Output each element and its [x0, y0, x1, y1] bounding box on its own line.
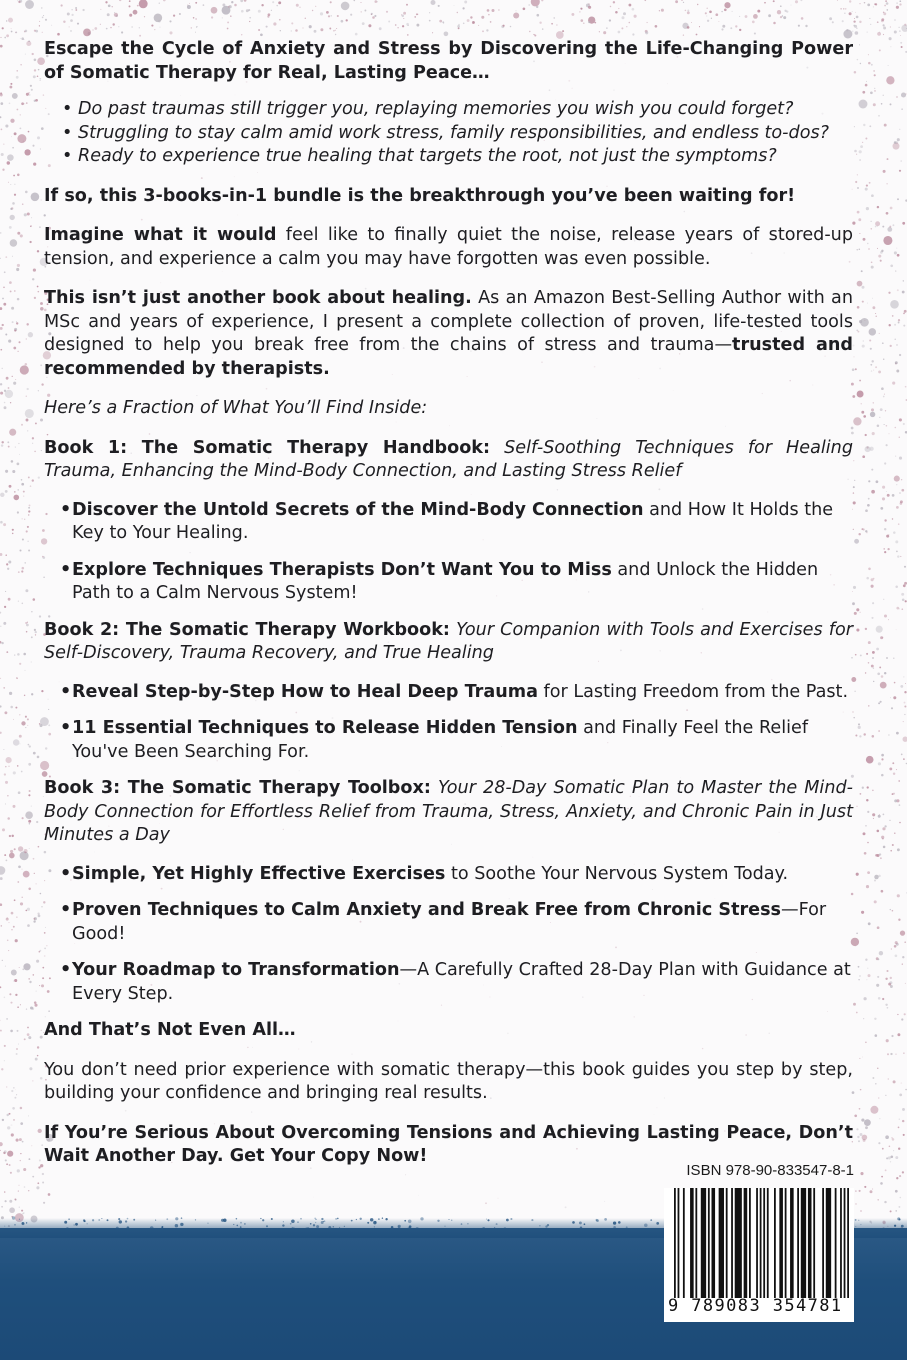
imagine-bold: Imagine what it would [44, 225, 277, 245]
book-title-bold: Book 1: The Somatic Therapy Handbook: [44, 437, 491, 458]
list-item [72, 559, 853, 606]
closing-call-to-action: If You’re Serious About Overcoming Tensions and Achieving Lasting Peace, Don’t Wait Another Day. Get Your Copy Now! [44, 1122, 853, 1166]
book-2-points [72, 681, 853, 765]
point-bold: Your Roadmap to Transformation [72, 960, 400, 980]
point-bold: Discover the Untold Secrets of the Mind-Body Connection [72, 499, 644, 520]
book-title-bold: Book 2: The Somatic Therapy Workbook: [44, 619, 450, 640]
book-subtitle: Your Companion with Tools and Exercises for Self-Discovery, Trauma Recovery, and True Healing [44, 619, 853, 663]
book-subtitle: Your 28-Day Somatic Plan to Master the Mind-Body Connection for Effortless Relief from Trauma, Stress, Anxiety, and Chronic Pain in Just Minutes a Day [44, 778, 853, 845]
author-paragraph [44, 287, 853, 381]
book-3-points [72, 863, 853, 1007]
imagine-paragraph [44, 224, 853, 271]
point-rest: —For Good! [72, 900, 827, 944]
point-rest: —A Carefully Crafted 28-Day Plan with Guidance at Every Step. [72, 960, 851, 1004]
book-2-title [44, 619, 853, 666]
headline: Escape the Cycle of Anxiety and Stress by Discovering the Life-Changing Power of Somatic Therapy for Real, Lasting Peace… [44, 39, 853, 83]
no-experience-paragraph: You don’t need prior experience with somatic therapy—this book guides you step by step, building your confidence and bringing real results. [44, 1059, 853, 1103]
point-rest: and Finally Feel the Relief You've Been Searching For. [72, 718, 809, 762]
question-item: • Struggling to stay calm amid work stress, family responsibilities, and endless to-dos? [62, 122, 829, 143]
point-bold: Explore Techniques Therapists Don’t Want You to Miss [72, 559, 612, 580]
book-1-title [44, 437, 853, 484]
author-rest: As an Amazon Best-Selling Author with an MSc and years of experience, I present a complete collection of proven, life-tested tools designed to help you break free from the chains of stress and trauma— [44, 288, 853, 355]
point-bold: 11 Essential Techniques to Release Hidden Tension [72, 718, 578, 738]
question-item: • Do past traumas still trigger you, replaying memories you wish you could forget? [62, 99, 794, 119]
isbn-label: ISBN 978-90-833547-8-1 [686, 1162, 854, 1179]
list-item [72, 499, 853, 546]
point-rest: and Unlock the Hidden Path to a Calm Nervous System! [72, 559, 819, 603]
barcode-bars [674, 1188, 849, 1298]
list-item [72, 899, 853, 946]
barcode-digits: 9 789083 354781 [668, 1296, 843, 1316]
not-even-all: And That’s Not Even All… [44, 1020, 296, 1040]
author-bold-end: trusted and recommended by therapists. [44, 335, 853, 379]
point-rest: for Lasting Freedom from the Past. [537, 681, 849, 702]
list-item [72, 863, 853, 887]
book-3-title [44, 777, 853, 848]
barcode-panel [664, 1188, 854, 1322]
imagine-rest: feel like to finally quiet the noise, release years of stored-up tension, and experience a calm you may have forgotten was even possible. [44, 225, 853, 269]
list-item [72, 959, 853, 1006]
point-rest: to Soothe Your Nervous System Today. [445, 863, 789, 884]
list-item [72, 717, 853, 764]
back-cover-text [44, 38, 853, 1169]
list-item [72, 681, 853, 705]
question-list [62, 98, 853, 169]
author-bold: This isn’t just another book about healing. [44, 288, 472, 308]
point-rest: and How It Holds the Key to Your Healing. [72, 499, 834, 543]
point-bold: Simple, Yet Highly Effective Exercises [72, 863, 446, 884]
point-bold: Reveal Step-by-Step How to Heal Deep Trauma [72, 681, 538, 702]
bundle-line: If so, this 3-books-in-1 bundle is the breakthrough you’ve been waiting for! [44, 185, 796, 206]
fraction-intro: Here’s a Fraction of What You’ll Find Inside: [44, 398, 428, 418]
book-title-bold: Book 3: The Somatic Therapy Toolbox: [44, 778, 431, 798]
book-subtitle: Self-Soothing Techniques for Healing Trauma, Enhancing the Mind-Body Connection, and Lasting Stress Relief [44, 437, 853, 481]
question-item: • Ready to experience true healing that targets the root, not just the symptoms? [62, 146, 777, 166]
point-bold: Proven Techniques to Calm Anxiety and Break Free from Chronic Stress [72, 900, 782, 920]
book-1-points [72, 499, 853, 606]
